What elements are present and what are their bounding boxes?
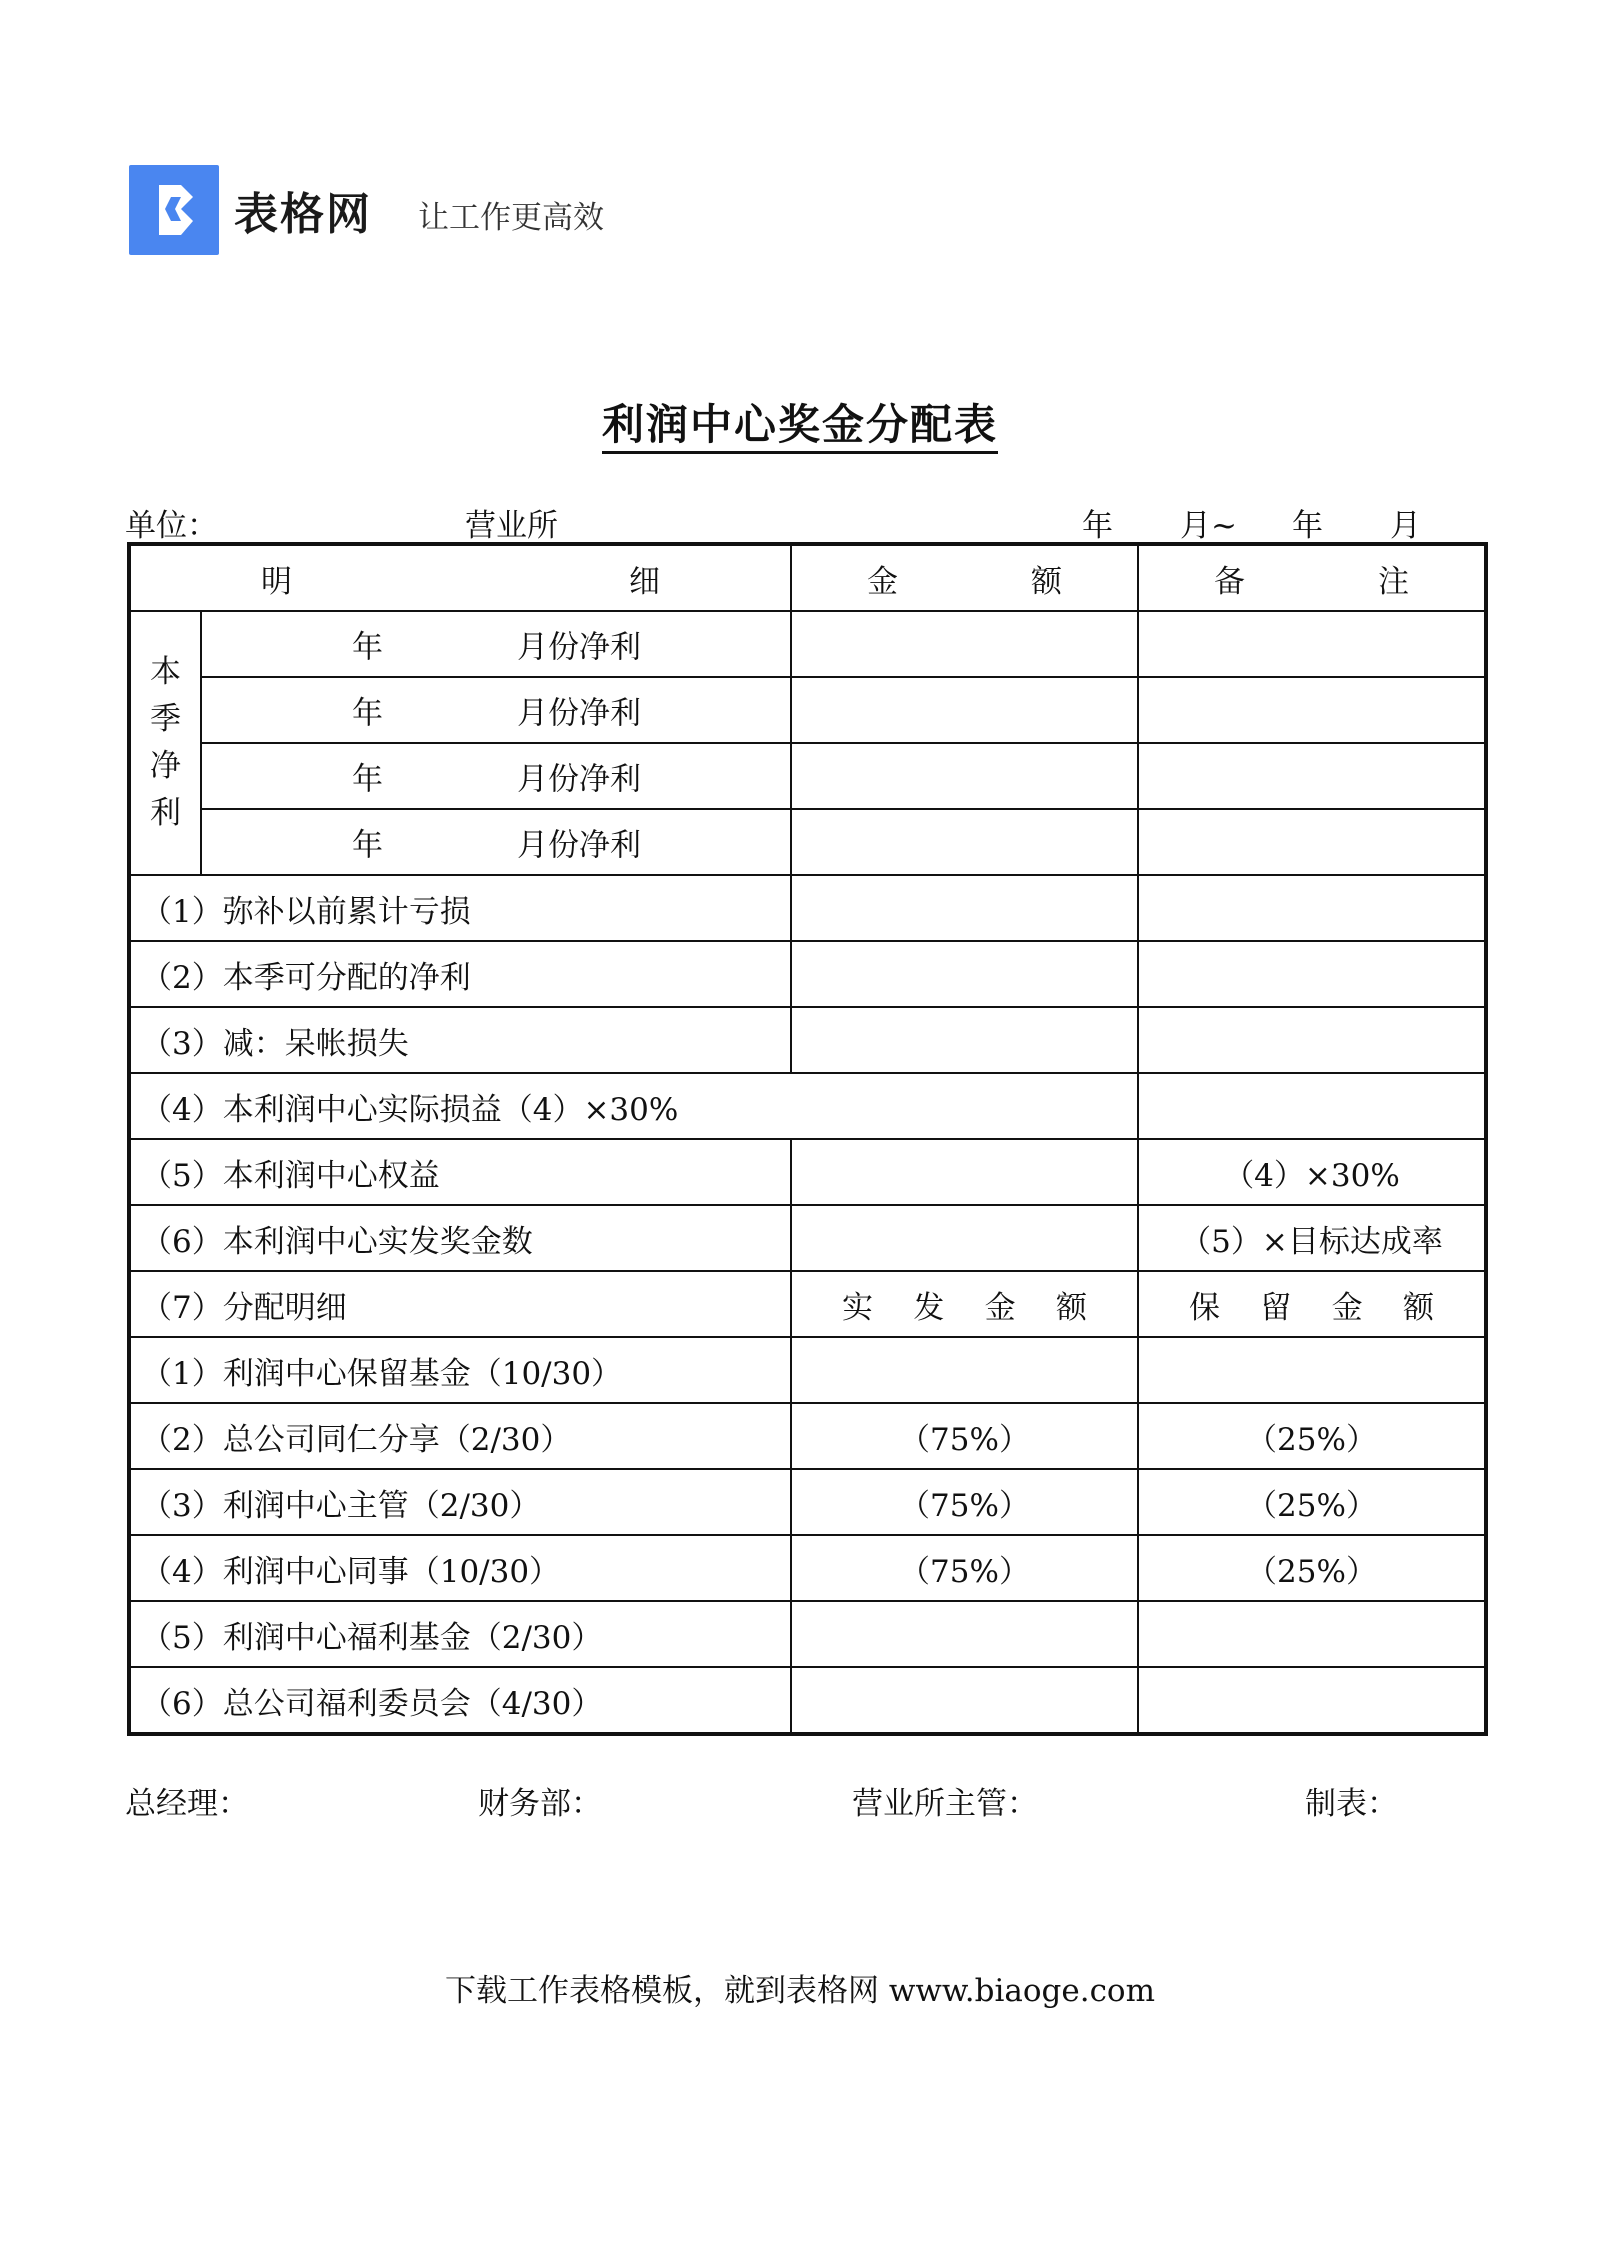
row-label: （6）本利润中心实发奖金数 bbox=[129, 1205, 791, 1271]
date-month-start: 月~ bbox=[1180, 508, 1237, 544]
paid-cell: （75%） bbox=[791, 1403, 1138, 1469]
retained-cell: （25%） bbox=[1138, 1535, 1486, 1601]
remark-cell: （5）×目标达成率 bbox=[1138, 1205, 1486, 1271]
biaoge-logo-icon bbox=[129, 165, 219, 255]
row-label: （3）利润中心主管（2/30） bbox=[129, 1469, 791, 1535]
amount-cell[interactable] bbox=[791, 1139, 1138, 1205]
row-label: （4）本利润中心实际损益（4）×30% bbox=[129, 1073, 1138, 1139]
table-row bbox=[129, 1601, 1486, 1667]
amount-cell[interactable] bbox=[791, 941, 1138, 1007]
date-year-start: 年 bbox=[1082, 508, 1113, 544]
document-title: 利润中心奖金分配表 bbox=[0, 392, 1600, 452]
table-row bbox=[129, 1403, 1486, 1469]
remark-cell[interactable] bbox=[1138, 611, 1486, 677]
table-row bbox=[129, 611, 1486, 677]
paid-cell: （75%） bbox=[791, 1535, 1138, 1601]
table-row bbox=[129, 1073, 1486, 1139]
bonus-distribution-table bbox=[127, 542, 1488, 1736]
table-row bbox=[129, 677, 1486, 743]
distribution-header-row bbox=[129, 1271, 1486, 1337]
remark-cell[interactable] bbox=[1138, 677, 1486, 743]
row-label: （2）本季可分配的净利 bbox=[129, 941, 791, 1007]
month-net-profit-cell: 年 月份净利 bbox=[201, 677, 791, 743]
prepared-by-signature: 制表： bbox=[1305, 1786, 1398, 1822]
paid-cell[interactable] bbox=[791, 1601, 1138, 1667]
row-label: （5）利润中心福利基金（2/30） bbox=[129, 1601, 791, 1667]
table-row bbox=[129, 1469, 1486, 1535]
retained-cell: （25%） bbox=[1138, 1469, 1486, 1535]
amount-cell[interactable] bbox=[791, 809, 1138, 875]
date-month-end: 月 bbox=[1390, 508, 1421, 544]
remark-cell[interactable] bbox=[1138, 941, 1486, 1007]
paid-cell[interactable] bbox=[791, 1667, 1138, 1734]
amount-cell[interactable] bbox=[791, 1007, 1138, 1073]
table-row bbox=[129, 1667, 1486, 1734]
retained-cell[interactable] bbox=[1138, 1337, 1486, 1403]
row-label: （6）总公司福利委员会（4/30） bbox=[129, 1667, 791, 1734]
remark-cell[interactable] bbox=[1138, 809, 1486, 875]
branch-supervisor-signature: 营业所主管： bbox=[852, 1786, 1038, 1822]
table-header-row bbox=[129, 544, 1486, 611]
season-net-profit-label: 本 季 净 利 bbox=[129, 611, 201, 875]
header-remark: 备 注 bbox=[1138, 544, 1486, 611]
paid-cell[interactable] bbox=[791, 1337, 1138, 1403]
amount-cell[interactable] bbox=[791, 611, 1138, 677]
row-label: （2）总公司同仁分享（2/30） bbox=[129, 1403, 791, 1469]
header-amount: 金 额 bbox=[791, 544, 1138, 611]
remark-cell: （4）×30% bbox=[1138, 1139, 1486, 1205]
row-label: （1）弥补以前累计亏损 bbox=[129, 875, 791, 941]
amount-cell[interactable] bbox=[791, 677, 1138, 743]
date-year-end: 年 bbox=[1292, 508, 1323, 544]
retained-amount-header: 保 留 金 额 bbox=[1138, 1271, 1486, 1337]
table-row bbox=[129, 875, 1486, 941]
row-label: （7）分配明细 bbox=[129, 1271, 791, 1337]
month-net-profit-cell: 年 月份净利 bbox=[201, 809, 791, 875]
table-row bbox=[129, 809, 1486, 875]
table-row bbox=[129, 1139, 1486, 1205]
retained-cell[interactable] bbox=[1138, 1667, 1486, 1734]
finance-signature: 财务部： bbox=[478, 1786, 602, 1822]
month-net-profit-cell: 年 月份净利 bbox=[201, 743, 791, 809]
remark-cell[interactable] bbox=[1138, 875, 1486, 941]
brand-slogan: 让工作更高效 bbox=[418, 200, 604, 236]
row-label: （5）本利润中心权益 bbox=[129, 1139, 791, 1205]
month-net-profit-cell: 年 月份净利 bbox=[201, 611, 791, 677]
brand-name: 表格网 bbox=[234, 189, 372, 240]
remark-cell[interactable] bbox=[1138, 1073, 1486, 1139]
table-row bbox=[129, 941, 1486, 1007]
remark-cell[interactable] bbox=[1138, 1007, 1486, 1073]
row-label: （4）利润中心同事（10/30） bbox=[129, 1535, 791, 1601]
row-label: （1）利润中心保留基金（10/30） bbox=[129, 1337, 791, 1403]
unit-label: 单位： bbox=[125, 508, 218, 544]
amount-cell[interactable] bbox=[791, 1205, 1138, 1271]
general-manager-signature: 总经理： bbox=[125, 1786, 249, 1822]
table-row bbox=[129, 1205, 1486, 1271]
remark-cell[interactable] bbox=[1138, 743, 1486, 809]
footer-note: 下载工作表格模板，就到表格网 www.biaoge.com bbox=[444, 1973, 1155, 2009]
unit-value: 营业所 bbox=[465, 508, 558, 544]
table-row bbox=[129, 1007, 1486, 1073]
amount-cell[interactable] bbox=[791, 743, 1138, 809]
table-row bbox=[129, 743, 1486, 809]
retained-cell: （25%） bbox=[1138, 1403, 1486, 1469]
paid-amount-header: 实 发 金 额 bbox=[791, 1271, 1138, 1337]
amount-cell[interactable] bbox=[791, 875, 1138, 941]
table-row bbox=[129, 1337, 1486, 1403]
paid-cell: （75%） bbox=[791, 1469, 1138, 1535]
row-label: （3）减：呆帐损失 bbox=[129, 1007, 791, 1073]
header-detail: 明 细 bbox=[129, 544, 791, 611]
table-row bbox=[129, 1535, 1486, 1601]
retained-cell[interactable] bbox=[1138, 1601, 1486, 1667]
